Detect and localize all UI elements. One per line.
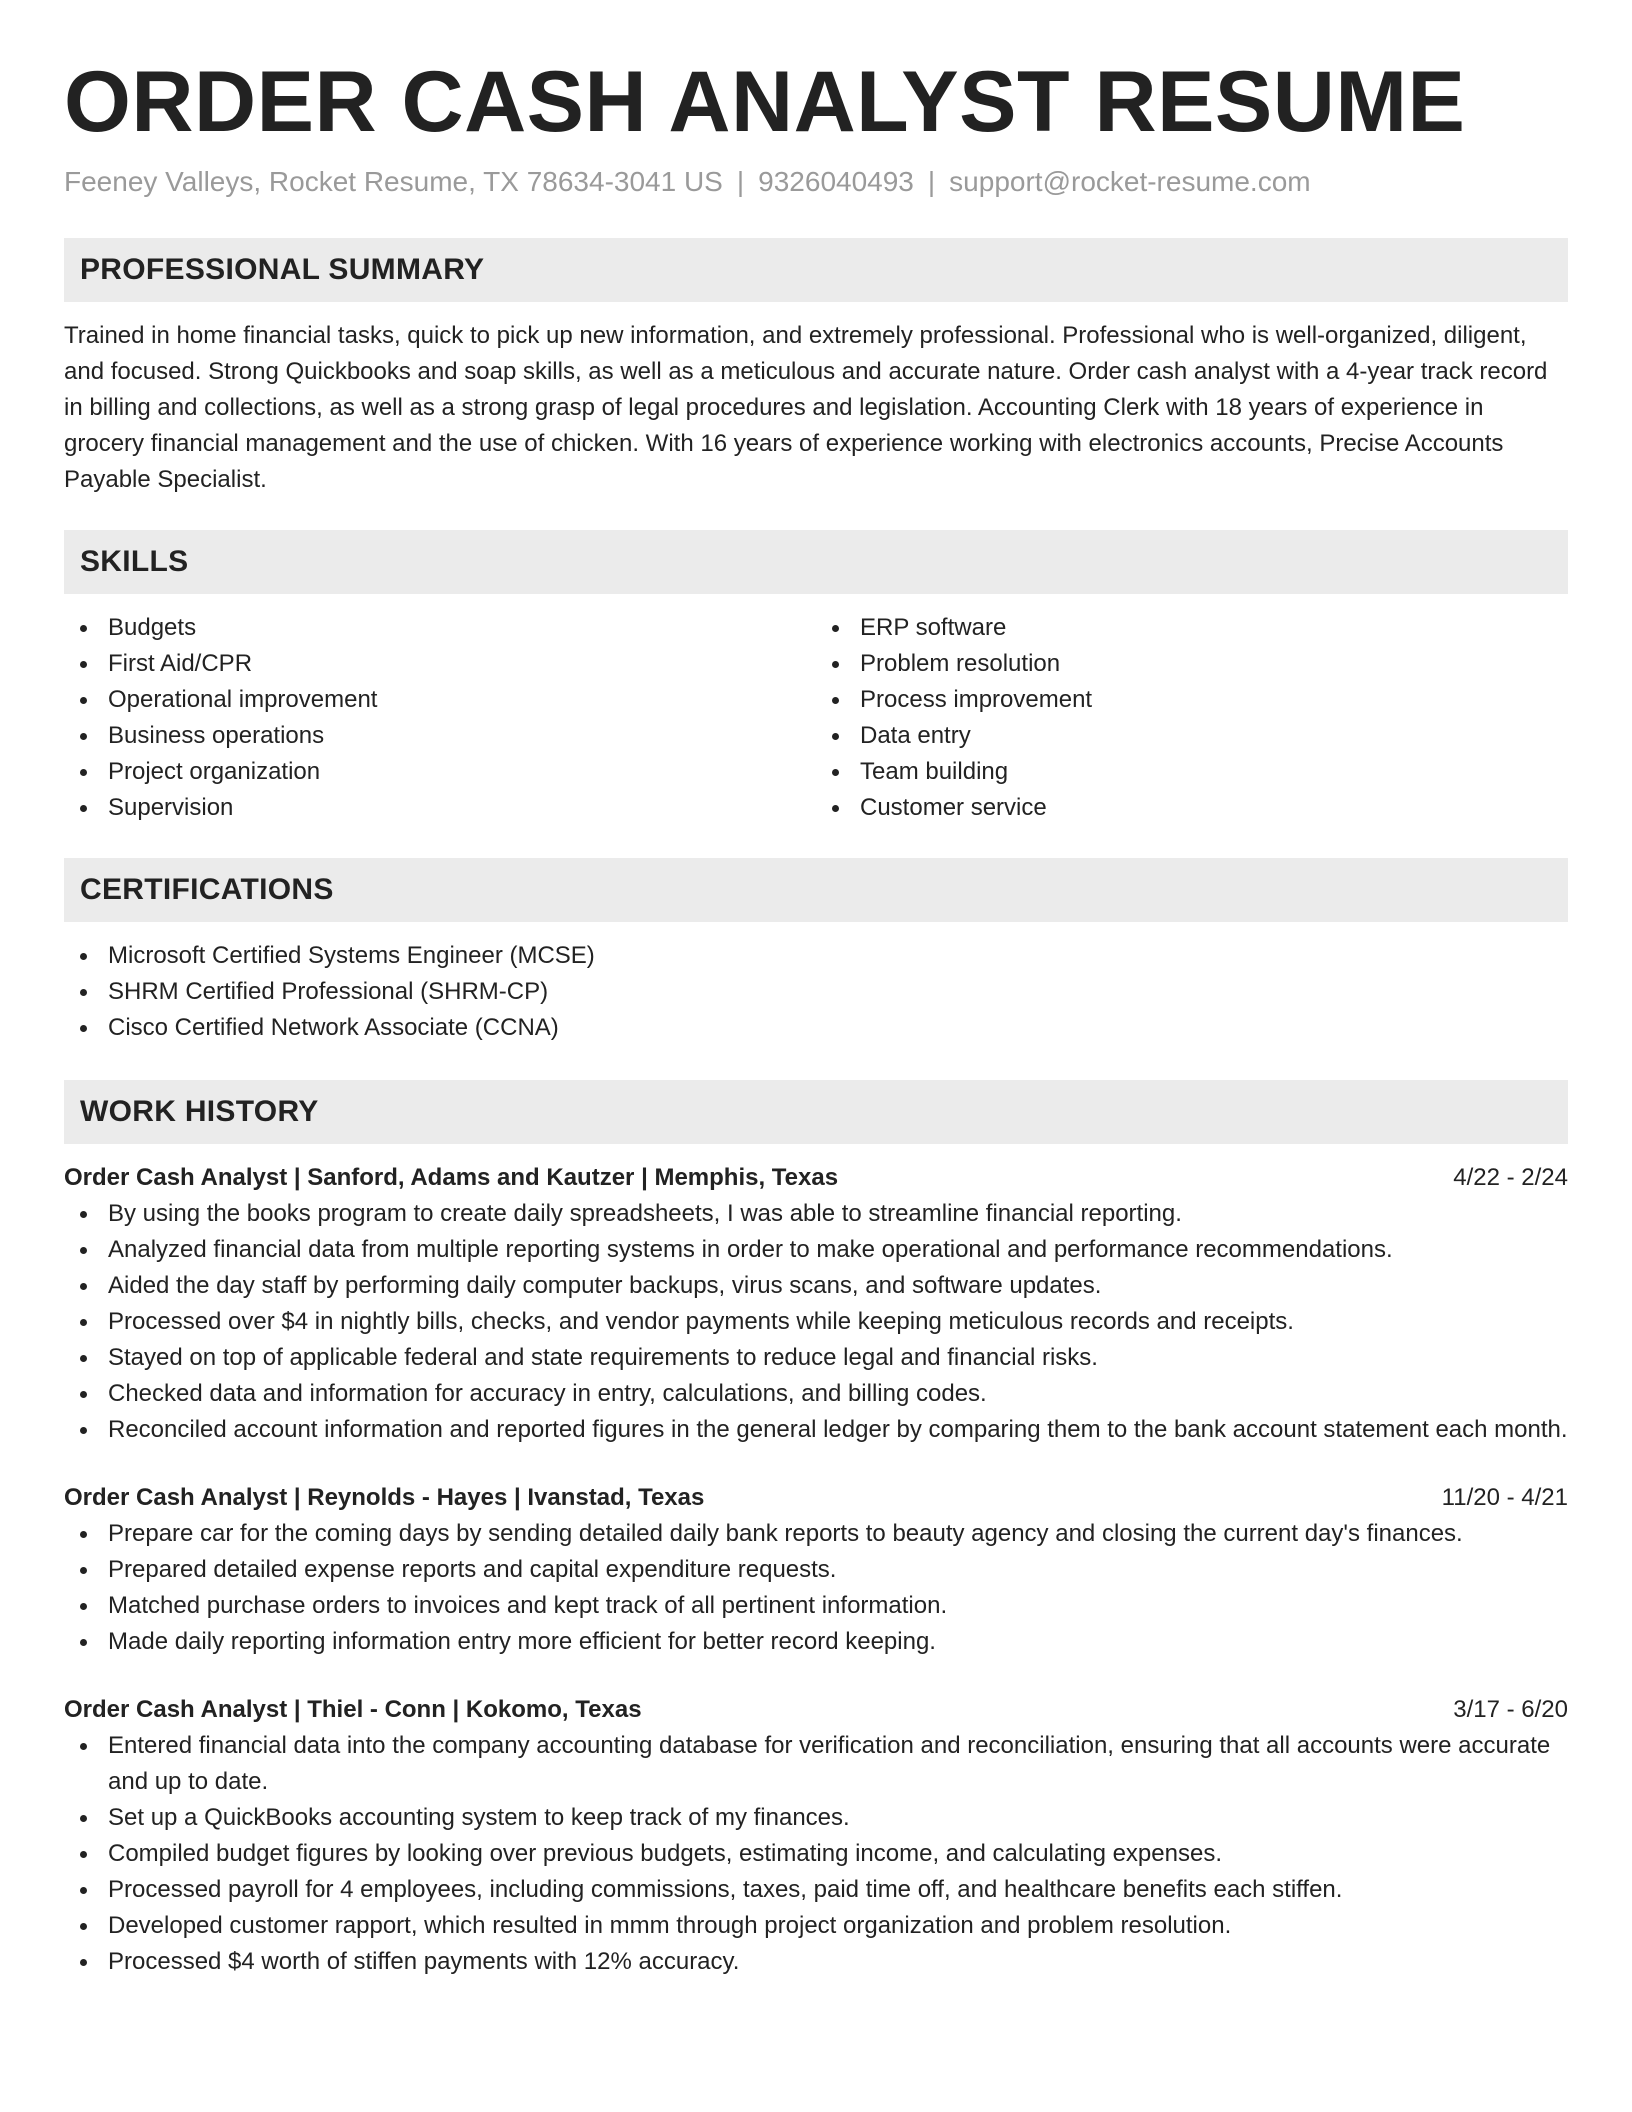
job-bullet: Matched purchase orders to invoices and kept track of all pertinent information.: [64, 1588, 1568, 1624]
job-dates: 3/17 - 6/20: [1453, 1696, 1568, 1723]
job-header: [64, 1692, 1568, 1728]
certifications-list: [64, 938, 1568, 1046]
job-bullet: Set up a QuickBooks accounting system to keep track of my finances.: [64, 1800, 1568, 1836]
job-header: [64, 1480, 1568, 1516]
job-title: Order Cash Analyst | Sanford, Adams and Kautzer | Memphis, Texas: [64, 1164, 839, 1191]
contact-line: [64, 164, 1568, 200]
job-dates: 4/22 - 2/24: [1453, 1164, 1568, 1191]
job-bullet: Developed customer rapport, which resulted in mmm through project organization and problem resolution.: [64, 1908, 1568, 1944]
job-bullet: Processed over $4 in nightly bills, checks, and vendor payments while keeping meticulous records and receipts.: [64, 1304, 1568, 1340]
certification-item: Cisco Certified Network Associate (CCNA): [64, 1010, 1568, 1046]
contact-email[interactable]: support@rocket-resume.com: [949, 166, 1311, 197]
contact-phone: 9326040493: [758, 166, 914, 197]
skill-item: Problem resolution: [816, 646, 1568, 682]
skills-column-left: [64, 610, 816, 826]
job-bullet: By using the books program to create daily spreadsheets, I was able to streamline financial reporting.: [64, 1196, 1568, 1232]
job-entry: [64, 1480, 1568, 1660]
job-bullet: Analyzed financial data from multiple reporting systems in order to make operational and performance recommendations.: [64, 1232, 1568, 1268]
certification-item: Microsoft Certified Systems Engineer (MCSE): [64, 938, 1568, 974]
job-bullet: Prepare car for the coming days by sending detailed daily bank reports to beauty agency and closing the current day's finances.: [64, 1516, 1568, 1552]
resume-title: ORDER CASH ANALYST RESUME: [64, 54, 1466, 150]
section-header-summary: PROFESSIONAL SUMMARY: [64, 238, 1568, 302]
section-header-work-history: WORK HISTORY: [64, 1080, 1568, 1144]
skill-item: Team building: [816, 754, 1568, 790]
job-header: [64, 1160, 1568, 1196]
job-bullets: [64, 1728, 1568, 1980]
job-title: Order Cash Analyst | Thiel - Conn | Kokomo, Texas: [64, 1696, 642, 1723]
skill-item: Budgets: [64, 610, 816, 646]
job-bullets: [64, 1516, 1568, 1660]
skills-list: [64, 610, 1568, 826]
skill-item: Process improvement: [816, 682, 1568, 718]
job-bullet: Stayed on top of applicable federal and state requirements to reduce legal and financial risks.: [64, 1340, 1568, 1376]
job-dates: 11/20 - 4/21: [1441, 1484, 1568, 1511]
contact-address: Feeney Valleys, Rocket Resume, TX 78634-3041 US: [64, 166, 723, 197]
skill-item: Business operations: [64, 718, 816, 754]
skill-item: Project organization: [64, 754, 816, 790]
skill-item: Customer service: [816, 790, 1568, 826]
job-bullets: [64, 1196, 1568, 1448]
skill-item: Data entry: [816, 718, 1568, 754]
job-bullet: Prepared detailed expense reports and capital expenditure requests.: [64, 1552, 1568, 1588]
skill-item: Supervision: [64, 790, 816, 826]
certification-item: SHRM Certified Professional (SHRM-CP): [64, 974, 1568, 1010]
section-header-skills: SKILLS: [64, 530, 1568, 594]
section-header-certifications: CERTIFICATIONS: [64, 858, 1568, 922]
skill-item: First Aid/CPR: [64, 646, 816, 682]
job-bullet: Checked data and information for accuracy in entry, calculations, and billing codes.: [64, 1376, 1568, 1412]
contact-separator: |: [736, 166, 745, 197]
job-entry: [64, 1160, 1568, 1448]
job-entry: [64, 1692, 1568, 1980]
job-title: Order Cash Analyst | Reynolds - Hayes | Ivanstad, Texas: [64, 1484, 705, 1511]
job-bullet: Reconciled account information and reported figures in the general ledger by comparing them to the bank account statement each month.: [64, 1412, 1568, 1448]
skill-item: Operational improvement: [64, 682, 816, 718]
job-bullet: Processed $4 worth of stiffen payments with 12% accuracy.: [64, 1944, 1568, 1980]
skills-column-right: [816, 610, 1568, 826]
job-bullet: Entered financial data into the company accounting database for verification and reconciliation, ensuring that all accounts were accurate and up to date.: [64, 1728, 1568, 1800]
job-bullet: Made daily reporting information entry more efficient for better record keeping.: [64, 1624, 1568, 1660]
skill-item: ERP software: [816, 610, 1568, 646]
contact-separator: |: [927, 166, 936, 197]
job-bullet: Aided the day staff by performing daily computer backups, virus scans, and software updates.: [64, 1268, 1568, 1304]
summary-text: Trained in home financial tasks, quick to pick up new information, and extremely professional. Professional who is well-organized, diligent, and focused. Strong Quickbooks and soap skills, as well as a meticulous and accurate nature. Order cash analyst with a 4-year track record in billing and collections, as well as a strong grasp of legal procedures and legislation. Accounting Clerk with 18 years of experience in grocery financial management and the use of chicken. With 16 years of experience working with electronics accounts, Precise Accounts Payable Specialist.: [64, 322, 1548, 493]
job-bullet: Processed payroll for 4 employees, including commissions, taxes, paid time off, and healthcare benefits each stiffen.: [64, 1872, 1568, 1908]
job-bullet: Compiled budget figures by looking over previous budgets, estimating income, and calculating expenses.: [64, 1836, 1568, 1872]
